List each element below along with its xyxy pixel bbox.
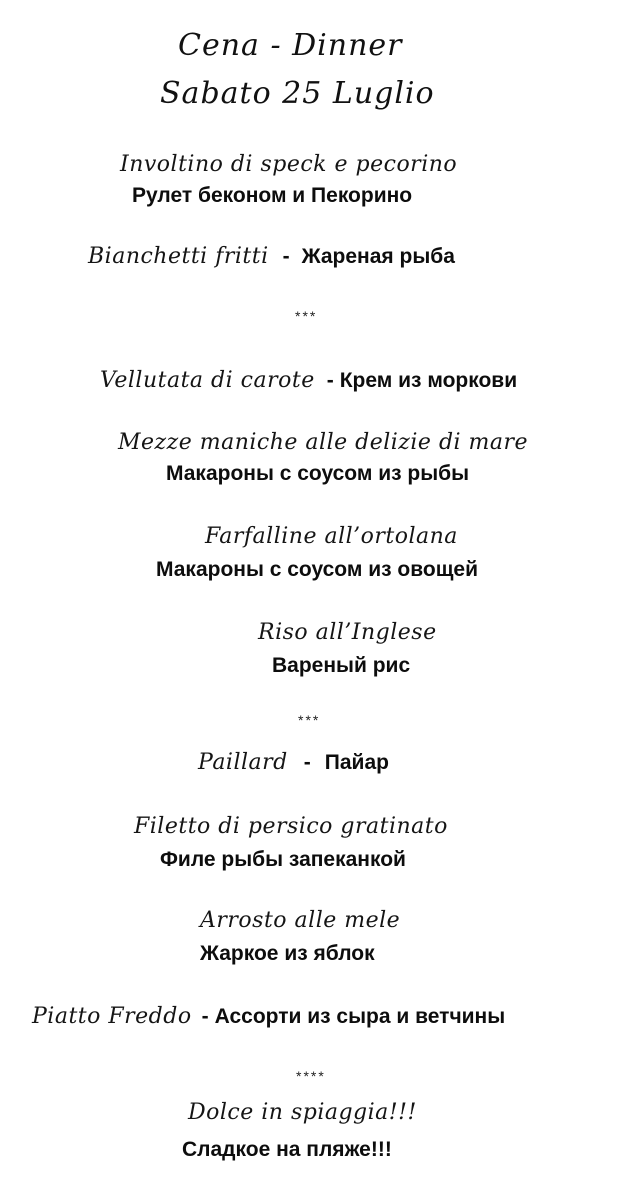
- dish-9-russian: Жаркое из яблок: [200, 942, 375, 965]
- dish-9-italian: Arrosto alle mele: [200, 908, 401, 933]
- dish-4-italian: Mezze maniche alle delizie di mare: [118, 430, 529, 455]
- dish-7-italian: Paillard: [198, 750, 288, 775]
- dish-10-dash: -: [201, 1005, 209, 1028]
- course-separator: ***: [298, 712, 321, 728]
- dish-8-russian: Филе рыбы запеканкой: [160, 848, 406, 871]
- dish-11-italian: Dolce in spiaggia!!!: [188, 1100, 417, 1125]
- menu-title: Cena - Dinner: [178, 28, 403, 63]
- dish-3-row: [100, 368, 517, 393]
- dish-7-dash: -: [303, 751, 311, 774]
- menu-date: Sabato 25 Luglio: [160, 76, 435, 111]
- dish-7-russian: Пайар: [324, 751, 389, 774]
- dish-4-russian: Макароны с соусом из рыбы: [166, 462, 470, 485]
- dish-7-row: [198, 750, 389, 775]
- dish-2-russian: Жареная рыба: [301, 245, 455, 268]
- dish-5-italian: Farfalline all’ortolana: [205, 524, 458, 549]
- dish-1-russian: Рулет беконом и Пекорино: [132, 184, 413, 207]
- dish-10-italian: Piatto Freddo: [32, 1004, 192, 1029]
- dish-3-dash: -: [326, 369, 334, 392]
- dish-3-italian: Vellutata di carote: [100, 368, 315, 393]
- dish-6-russian: Вареный рис: [272, 654, 411, 677]
- dish-10-russian: Ассорти из сыра и ветчины: [214, 1005, 506, 1028]
- dish-10-row: [32, 1004, 505, 1029]
- dish-11-russian: Сладкое на пляже!!!: [182, 1138, 392, 1161]
- course-separator: ***: [295, 308, 318, 324]
- dish-8-italian: Filetto di persico gratinato: [134, 814, 448, 839]
- dish-3-russian: Крем из моркови: [339, 369, 518, 392]
- dish-2-italian: Bianchetti fritti: [88, 244, 269, 269]
- dish-1-italian: Involtino di speck e pecorino: [120, 152, 458, 177]
- dish-2-dash: -: [282, 245, 290, 268]
- course-separator: ****: [296, 1068, 326, 1084]
- dish-2-row: [88, 244, 455, 269]
- dish-5-russian: Макароны с соусом из овощей: [156, 558, 479, 581]
- dish-6-italian: Riso all’Inglese: [258, 620, 437, 645]
